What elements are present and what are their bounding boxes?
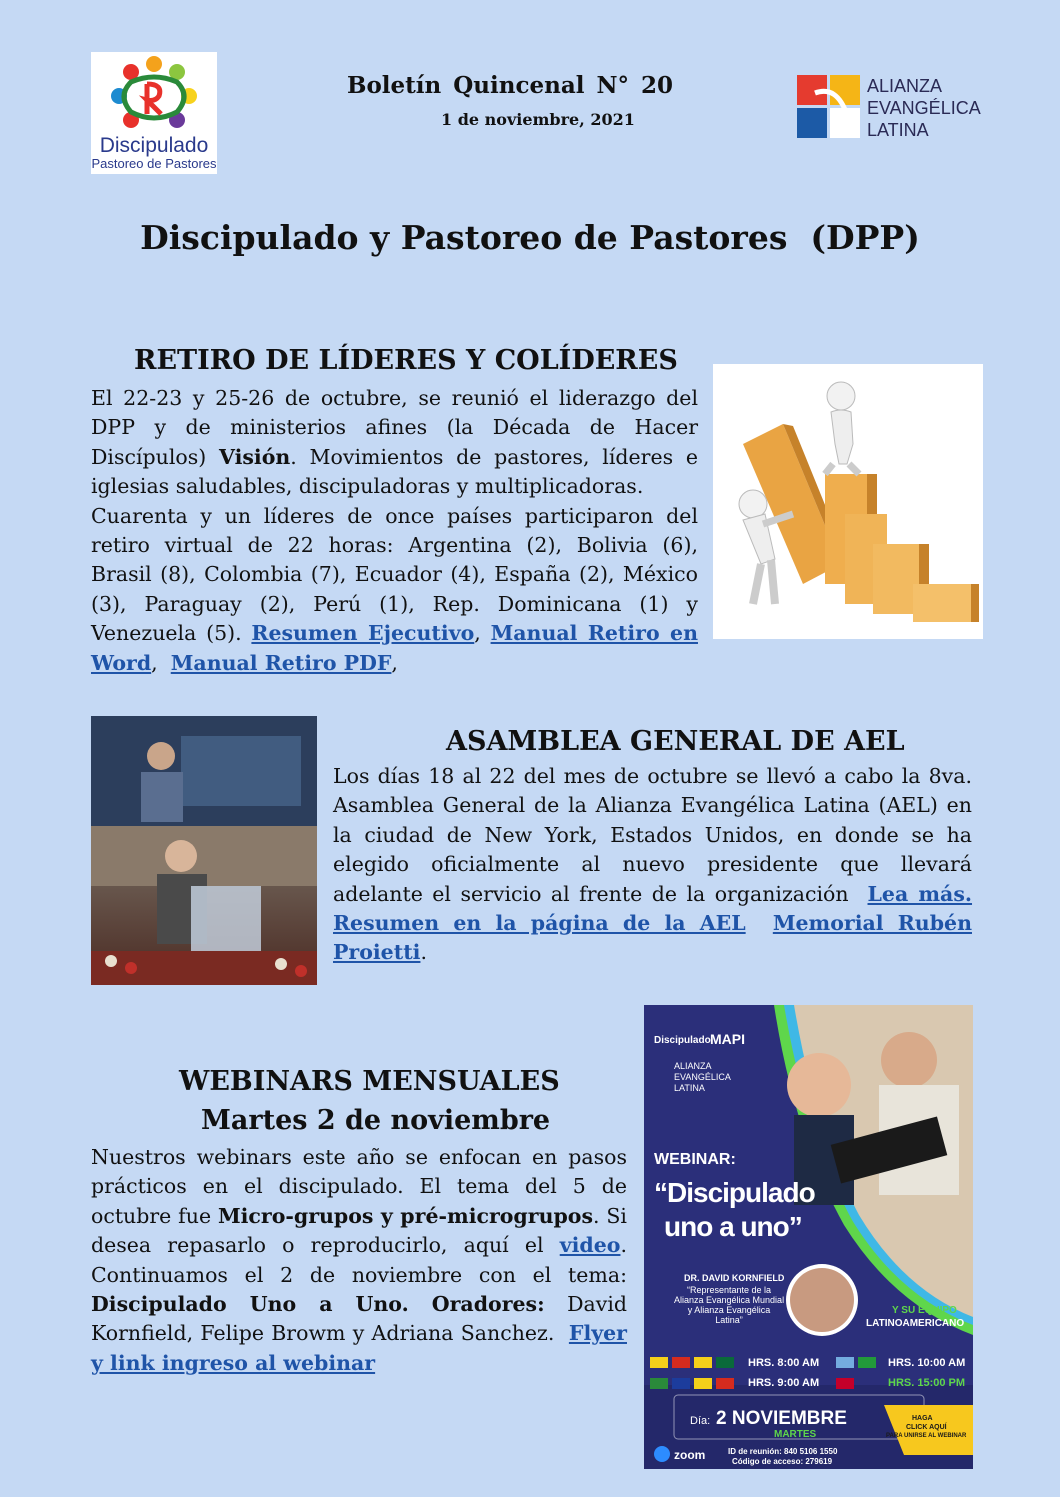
ael-emblem-icon xyxy=(797,75,861,139)
flyer-time1: HRS. 8:00 AM xyxy=(748,1357,820,1369)
flyer-headline2: uno a uno” xyxy=(664,1211,802,1242)
flyer-meeting-id: ID de reunión: 840 5106 1550 xyxy=(728,1447,838,1456)
retiro-p1-bold: Visión xyxy=(219,444,291,469)
webinar-flyer[interactable] xyxy=(644,1005,973,1469)
dpp-logo xyxy=(91,52,217,174)
flyer-team2: LATINOAMERICANO xyxy=(866,1318,965,1329)
logo-left-line2: Pastoreo de Pastores xyxy=(91,156,217,171)
resumen-ejecutivo-link[interactable]: Resumen Ejecutivo xyxy=(251,621,475,646)
bulletin-title: Boletín Quincenal N° 20 xyxy=(347,72,674,99)
memorial-link[interactable]: Memorial Rubén Proietti xyxy=(333,911,972,965)
flyer-link[interactable]: Flyer y link ingreso al webinar xyxy=(91,1321,627,1375)
ael-line1: ALIANZA xyxy=(867,76,943,96)
flyer-cta2[interactable]: CLICK AQUÍ xyxy=(906,1424,947,1431)
retiro-p1a: El 22-23 y 25-26 de octubre, se reunió el liderazgo del DPP y de ministerios afines (la Década de Hacer Discípulos) xyxy=(91,386,698,469)
asamblea-title: ASAMBLEA GENERAL DE AEL xyxy=(446,726,905,757)
flyer-cta1[interactable]: HAGA xyxy=(912,1415,933,1422)
flyer-headline1: “Discipulado xyxy=(654,1177,815,1208)
webinars-pc: . Continuamos el 2 de noviembre con el tema: xyxy=(91,1233,627,1287)
webinars-pb: . Si desea repasarlo o reproducirlo, aquí el xyxy=(91,1203,627,1258)
flyer-speaker-role xyxy=(674,1285,784,1325)
flyer-day: 2 NOVIEMBRE xyxy=(716,1408,847,1429)
flyer-role4: Latina” xyxy=(715,1315,743,1325)
flyer-team1: Y SU EQUIPO xyxy=(892,1305,957,1316)
growth-chart-image xyxy=(713,364,983,639)
ael-logo-text xyxy=(867,75,981,141)
flyer-label: WEBINAR: xyxy=(654,1151,736,1168)
webinars-bold1: Micro-grupos y pré-microgrupos xyxy=(217,1203,594,1228)
main-title: Discipulado y Pastoreo de Pastores (DPP) xyxy=(140,218,920,257)
ael-line3: LATINA xyxy=(867,120,929,140)
webinars-pd: David Kornfield, Felipe Browm y Adriana Sanchez. xyxy=(91,1292,634,1346)
bulletin-date: 1 de noviembre, 2021 xyxy=(441,110,635,129)
asamblea-text: Los días 18 al 22 del mes de octubre se llevó a cabo la 8va. Asamblea General de la Alianza Evangélica Latina (AEL) en la ciudad de New York, Estados Unidos, en donde se ha elegido oficialmente al nuevo presidente que llevará adelante el servicio al frente de la organización Lea más. Resumen en la página de la AEL Memorial Rubén Proietti. xyxy=(333,764,979,965)
assembly-photo xyxy=(91,716,317,985)
flags-row-2 xyxy=(650,1376,734,1394)
webinars-pa: Nuestros webinars este año se enfocan en pasos prácticos en el discipulado. El tema del 5 de octubre fue xyxy=(91,1145,627,1228)
retiro-title: RETIRO DE LÍDERES Y COLÍDERES xyxy=(134,345,678,376)
flyer-day-label: Día: xyxy=(690,1415,711,1427)
flyer-time2: HRS. 9:00 AM xyxy=(748,1377,820,1389)
flyer-zoom: zoom xyxy=(674,1448,706,1462)
resumen-ael-link[interactable]: Resumen en la página de la AEL xyxy=(333,911,746,936)
flyer-role1: “Representante de la xyxy=(686,1285,772,1295)
logo-left-line1: Discipulado xyxy=(99,134,209,157)
manual-word-link[interactable]: Manual Retiro en Word xyxy=(91,621,698,675)
people-circle-icon xyxy=(91,52,217,137)
retiro-text: El 22-23 y 25-26 de octubre, se reunió el liderazgo del DPP y de ministerios afines (la Década de Hacer Discípulos) Visión. Movimientos de pastores, líderes e iglesias saludables, discipuladoras y multiplicadoras. Cuarenta y un líderes de once países participaron del retiro virtual de 22 horas: Argentina (2), Bolivia (6), Brasil (8), Colombia (7), Ecuador (4), España (2), México (3), Paraguay (2), Perú (1), Rep. Dominicana (1) y Venezuela (5). Resumen Ejecutivo, Manual Retiro en Word, Manual Retiro PDF, xyxy=(91,386,698,675)
asamblea-p: Los días 18 al 22 del mes de octubre se llevó a cabo la 8va. Asamblea General de la Alianza Evangélica Latina (AEL) en la ciudad de New York, Estados Unidos, en donde se ha elegido oficialmente al nuevo presidente que llevará adelante el servicio al frente de la organización xyxy=(333,764,979,906)
flyer-time3: HRS. 10:00 AM xyxy=(888,1357,966,1369)
video-link[interactable]: video xyxy=(559,1233,621,1258)
flyer-logo2: MAPI xyxy=(710,1031,745,1047)
flags-row-1 xyxy=(650,1355,734,1373)
webinars-text xyxy=(91,1143,634,1378)
flyer-cta3[interactable]: PARA UNIRSE AL WEBINAR xyxy=(886,1433,967,1439)
flags-row-4 xyxy=(836,1376,854,1394)
manual-pdf-link[interactable]: Manual Retiro PDF xyxy=(170,650,392,675)
flyer-weekday: MARTES xyxy=(774,1429,817,1440)
flyer-time4: HRS. 15:00 PM xyxy=(888,1377,966,1389)
ael-logo xyxy=(797,75,987,145)
flags-row-3 xyxy=(836,1355,876,1373)
lea-mas-link[interactable]: Lea más. xyxy=(867,881,973,906)
flyer-role2: Alianza Evangélica Mundial xyxy=(674,1295,785,1305)
webinars-subtitle: Martes 2 de noviembre xyxy=(201,1105,551,1136)
retiro-p1b: . Movimientos de pastores, líderes e iglesias saludables, discipuladoras y multiplicadoras. xyxy=(91,444,698,499)
webinars-title: WEBINARS MENSUALES xyxy=(179,1066,560,1097)
flyer-logo1: Discipulado xyxy=(654,1035,711,1046)
flyer-speaker-name: DR. DAVID KORNFIELD xyxy=(684,1273,785,1283)
flyer-role3: y Alianza Evangélica xyxy=(687,1305,771,1315)
ael-line2: EVANGÉLICA xyxy=(867,98,981,118)
flyer-logo3: ALIANZA EVANGÉLICA LATINA xyxy=(674,1061,731,1093)
webinars-bold2: Discipulado Uno a Uno. Oradores: xyxy=(91,1292,545,1317)
flyer-passcode: Código de acceso: 279619 xyxy=(732,1457,833,1466)
retiro-p2: Cuarenta y un líderes de once países participaron del retiro virtual de 22 horas: Argentina (2), Bolivia (6), Brasil (8), Colombia (7), Ecuador (4), España (2), México (3), Paraguay (2), Perú (1), Rep. Dominicana (1) y Venezuela (5). xyxy=(91,503,698,646)
